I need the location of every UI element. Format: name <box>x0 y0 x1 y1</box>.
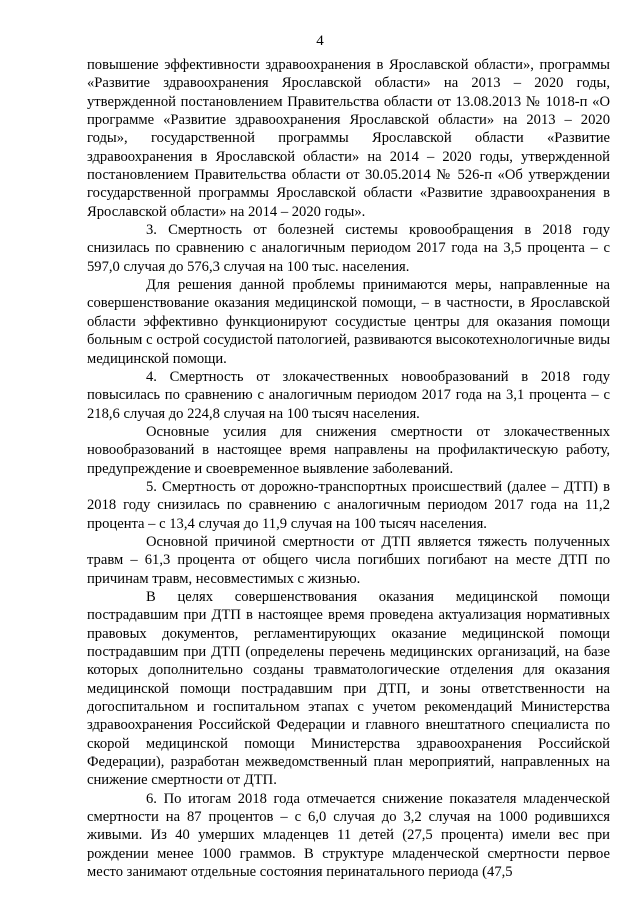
paragraph: Основные усилия для снижения смертности от злокачественных новообразований в настоящее время направлены на профилактическую работу, предупреждение и своевременное выявление заболеваний. <box>87 423 610 477</box>
paragraph: 4. Смертность от злокачественных новообразований в 2018 году повысилась по сравнению с аналогичным периодом 2017 года на 3,1 процента – с 218,6 случая до 224,8 случая на 100 тысяч населения. <box>87 368 610 422</box>
paragraph: Для решения данной проблемы принимаются меры, направленные на совершенствование оказания медицинской помощи, – в частности, в Ярославской области эффективно функционируют сосудистые центры для оказания помощи больным с острой сосудистой патологией, развиваются высокотехнологичные виды медицинской помощи. <box>87 277 610 367</box>
paragraph: Основной причиной смертности от ДТП является тяжесть полученных травм – 61,3 процента от общего числа погибших погибают на месте ДТП по причинам травм, несовместимых с жизнью. <box>87 533 610 587</box>
paragraph: повышение эффективности здравоохранения в Ярославской области», программы «Развитие здравоохранения Ярославской области» на 2013 – 2020 годы, утвержденной постановлением Правительства области от 13.08.2013 № 1018-п «О программе «Развитие здравоохранения Ярославской области» на 2013 – 2020 годы», государственной программы Ярославской области «Развитие здравоохранения в Ярославской области» на 2014 – 2020 годы, утвержденной постановлением Правительства области от 30.05.2014 № 526-п «Об утверждении государственной программы Ярославской области «Развитие здравоохранения в Ярославской области» на 2014 – 2020 годы». <box>87 57 610 220</box>
paragraph: 3. Смертность от болезней системы кровообращения в 2018 году снизилась по сравнению с аналогичным периодом 2017 года на 3,5 процента – с 597,0 случая до 576,3 случая на 100 тыс. населения. <box>87 222 610 275</box>
paragraph: В целях совершенствования оказания медицинской помощи пострадавшим при ДТП в настоящее время проведена актуализация нормативных правовых документов, регламентирующих оказание медицинской помощи пострадавшим при ДТП (определены перечень медицинских организаций, на базе которых дополнительно созданы травматологические отделения для оказания медицинской помощи пострадавшим при ДТП, и зоны ответственности на догоспитальном и госпитальном этапах с учетом рекомендаций Министерства здравоохранения Российской Федерации и главного внештатного специалиста по скорой медицинской помощи Министерства здравоохранения Российской Федерации), разработан межведомственный план мероприятий, направленных на снижение смертности от ДТП. <box>87 588 610 789</box>
document-body <box>87 56 610 881</box>
page-number: 4 <box>316 33 324 49</box>
paragraph: 5. Смертность от дорожно-транспортных происшествий (далее – ДТП) в 2018 году снизилась по сравнению с аналогичным периодом 2017 года на 11,2 процента – с 13,4 случая до 11,9 случая на 100 тысяч населения. <box>87 478 610 532</box>
paragraph: 6. По итогам 2018 года отмечается снижение показателя младенческой смертности на 87 процентов – с 6,0 случая до 3,2 случая на 1000 родившихся живыми. Из 40 умерших младенцев 11 детей (27,5 процента) имели вес при рождении менее 1000 граммов. В структуре младенческой смертности первое место занимают отдельные состояния перинатального периода (47,5 <box>87 790 610 881</box>
